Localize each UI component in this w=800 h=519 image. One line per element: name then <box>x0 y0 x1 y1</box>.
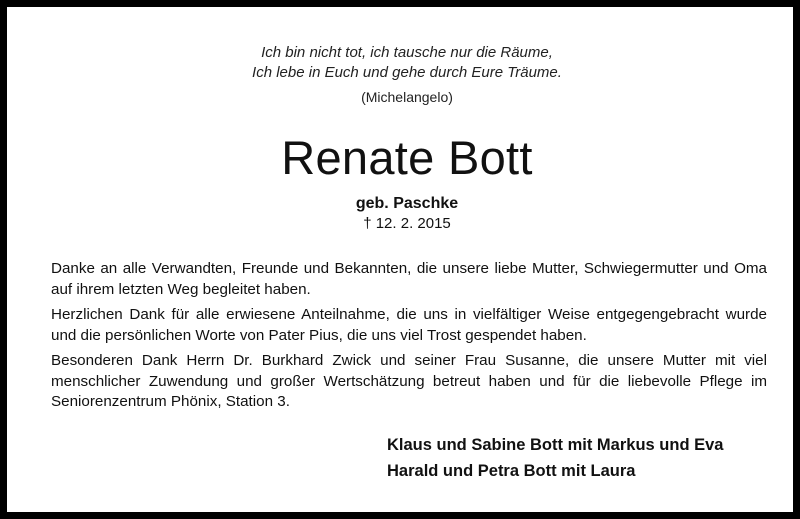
deceased-name: Renate Bott <box>281 131 533 184</box>
death-date: † 12. 2. 2015 <box>363 215 451 232</box>
signature-line-1: Klaus und Sabine Bott mit Markus und Eva <box>387 436 724 454</box>
thanks-paragraph-3: Besonderen Dank Herrn Dr. Burkhard Zwick und seiner Frau Susanne, die unsere Mutter mit viel menschlicher Zuwendung und großer Wertschätzung betreut haben und für die liebevolle Pflege im Seniorenzentrum Phönix, Station 3. <box>51 352 767 410</box>
thanks-paragraph-2: Herzlichen Dank für alle erwiesene Anteilnahme, die uns in vielfältiger Weise entgegengebracht wurde und die persönlichen Worte von Pater Pius, die uns viel Trost gespendet haben. <box>51 306 767 344</box>
quote-line-2: Ich lebe in Euch und gehe durch Eure Träume. <box>252 64 562 81</box>
quote-author: (Michelangelo) <box>361 89 453 105</box>
signature-line-2: Harald und Petra Bott mit Laura <box>387 462 636 480</box>
birth-name: geb. Paschke <box>355 195 459 212</box>
thanks-paragraph-1: Danke an alle Verwandten, Freunde und Bekannten, die unsere liebe Mutter, Schwiegermutter und Oma auf ihrem letzten Weg begleitet haben. <box>51 260 767 298</box>
quote-line-1: Ich bin nicht tot, ich tausche nur die Räume, <box>261 44 553 61</box>
